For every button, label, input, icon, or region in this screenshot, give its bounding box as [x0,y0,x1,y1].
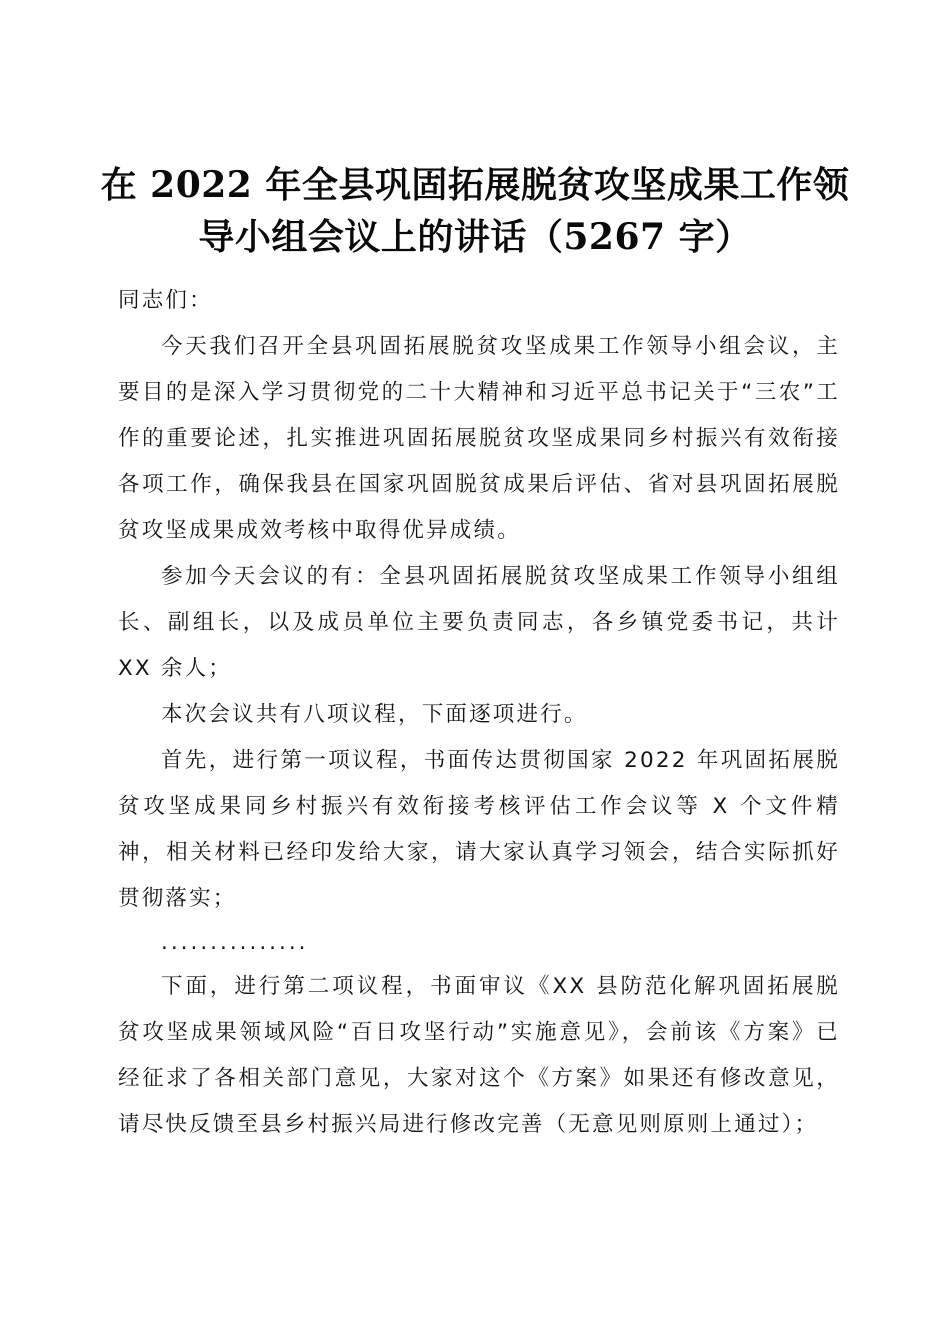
document-title [60,159,890,263]
title-line-1: 在 2022 年全县巩固拓展脱贫攻坚成果工作领 [100,164,850,207]
title-line-2: 导小组会议上的讲话（5267 字） [198,216,752,259]
paragraph-attendees: 参加今天会议的有：全县巩固拓展脱贫攻坚成果工作领导小组组长、副组长，以及成员单位主要负责同志，各乡镇党委书记，共计 XX 余人； [118,564,840,681]
paragraph-agenda-intro: 本次会议共有八项议程，下面逐项进行。 [161,702,588,727]
document-body [118,278,840,1148]
paragraph-agenda-item-1: 首先，进行第一项议程，书面传达贯彻国家 2022 年巩固拓展脱贫攻坚成果同乡村振兴有效衔接考核评估工作会议等 X 个文件精神，相关材料已经印发给大家，请大家认真学习领会，结合实际抓好贯彻落实； [118,748,840,911]
paragraph-opening: 今天我们召开全县巩固拓展脱贫攻坚成果工作领导小组会议，主要目的是深入学习贯彻党的二十大精神和习近平总书记关于“三农”工作的重要论述，扎实推进巩固拓展脱贫攻坚成果同乡村振兴有效衔接各项工作，确保我县在国家巩固脱贫成果后评估、省对县巩固拓展脱贫攻坚成果成效考核中取得优异成绩。 [118,334,840,543]
paragraph-agenda-item-2: 下面，进行第二项议程，书面审议《XX 县防范化解巩固拓展脱贫攻坚成果领域风险“百日攻坚行动”实施意见》，会前该《方案》已经征求了各相关部门意见，大家对这个《方案》如果还有修改意见，请尽快反馈至县乡村振兴局进行修改完善（无意见则原则上通过）； [118,974,840,1137]
ellipsis-separator: ............... [161,930,309,955]
salutation: 同志们： [118,288,213,313]
